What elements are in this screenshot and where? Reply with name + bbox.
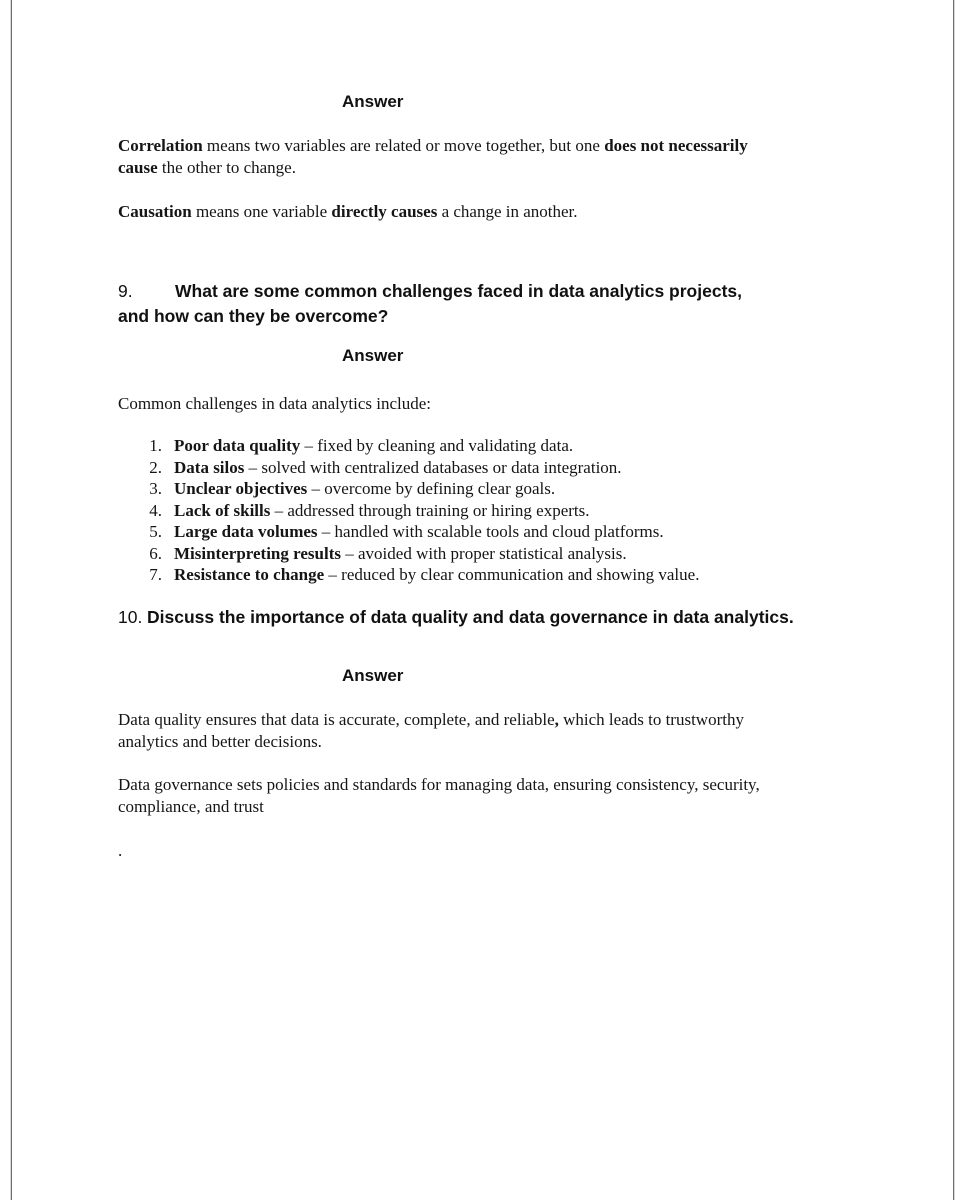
answer-heading: Answer [342,346,404,365]
data-quality-paragraph-line-1: Data quality ensures that data is accurate, complete, and reliable, which leads to trustworthy [118,710,744,729]
list-item: 5. Large data volumes – handled with scalable tools and cloud platforms. [149,522,664,541]
answer-heading: Answer [342,92,404,111]
question-10-text: Discuss the importance of data quality and data governance in data analytics. [147,607,794,627]
list-item: 2. Data silos – solved with centralized databases or data integration. [149,458,622,477]
causation-term: Causation [118,202,192,221]
causation-paragraph [118,201,578,223]
list-item-text: – overcome by defining clear goals. [307,479,556,498]
causation-text-end: a change in another. [437,202,578,221]
question-9-line-2: and how can they be overcome? [118,306,389,326]
list-item-term: Lack of skills [174,501,271,520]
list-item-text: – handled with scalable tools and cloud platforms. [317,522,664,541]
list-item: 7. Resistance to change – reduced by clear communication and showing value. [149,565,700,584]
trailing-dot: . [118,841,123,860]
list-item-text: – addressed through training or hiring experts. [270,501,590,520]
list-item-text: – fixed by cleaning and validating data. [300,436,574,455]
list-item: 6. Misinterpreting results – avoided with proper statistical analysis. [149,544,627,563]
correlation-text-end: the other to change. [157,158,296,177]
list-item-text: – avoided with proper statistical analysis. [341,544,627,563]
question-10-number: 10. [118,607,143,627]
list-item-text: – reduced by clear communication and showing value. [324,565,700,584]
question-9-number: 9. [118,281,133,301]
cause-term: cause [118,158,158,177]
list-item: 1. Poor data quality – fixed by cleaning and validating data. [149,436,574,455]
list-item-term: Misinterpreting results [174,544,341,563]
list-item: 3. Unclear objectives – overcome by defining clear goals. [149,479,556,498]
list-item: 4. Lack of skills – addressed through training or hiring experts. [149,501,590,520]
list-item-term: Large data volumes [174,522,318,541]
correlation-emphasis: does not necessarily [604,136,748,155]
causation-emphasis: directly causes [331,202,438,221]
correlation-paragraph-line-2 [118,157,296,179]
question-9-line-1: What are some common challenges faced in data analytics projects, [175,281,742,301]
data-governance-paragraph-line-2: compliance, and trust [118,797,264,816]
document-page [11,0,954,1200]
list-item-term: Unclear objectives [174,479,308,498]
correlation-paragraph-line-1 [118,135,748,157]
causation-text: means one variable [191,202,332,221]
data-quality-paragraph-line-2: analytics and better decisions. [118,732,322,751]
challenges-intro: Common challenges in data analytics include: [118,394,431,413]
list-item-text: – solved with centralized databases or data integration. [244,458,622,477]
correlation-term: Correlation [118,136,203,155]
list-item-term: Resistance to change [174,565,325,584]
list-item-term: Poor data quality [174,436,301,455]
correlation-text: means two variables are related or move together, but one [202,136,605,155]
data-governance-paragraph-line-1: Data governance sets policies and standards for managing data, ensuring consistency, security, [118,775,760,794]
list-item-term: Data silos [174,458,245,477]
answer-heading: Answer [342,666,404,685]
